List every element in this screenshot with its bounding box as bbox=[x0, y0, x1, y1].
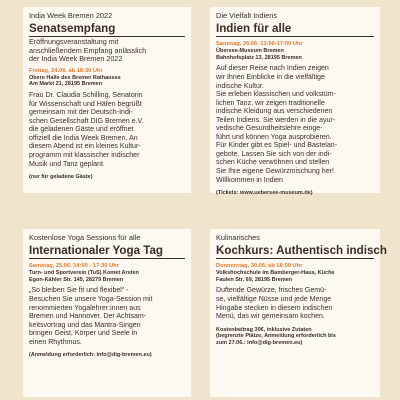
note-line: (begrenzte Plätze, Anmeldung erforderlich bis bbox=[216, 333, 336, 340]
description-line: bringen Geist, Körper und Seele in bbox=[29, 330, 138, 338]
title-underline bbox=[216, 36, 374, 37]
description-line: se, vielfältige Nüsse und jede Menge bbox=[216, 295, 332, 303]
description-line: programm mit klassischer indischer bbox=[29, 152, 140, 160]
description-line: Sie Ihre eigene Gewürzmischung her! bbox=[216, 167, 334, 175]
event-card-yoga-tag bbox=[23, 229, 191, 397]
description-line: Besuchen Sie unsere Yoga-Session mit bbox=[29, 295, 153, 303]
description-line: die geladenen Gäste und eröffnet bbox=[29, 126, 134, 134]
description-line: Teilen Indiens. Sie werden in die ayur- bbox=[216, 116, 336, 124]
event-title: Internationaler Yoga Tag bbox=[29, 244, 163, 257]
event-date: Freitag, 24.06. ab 18:30 Uhr bbox=[29, 67, 103, 74]
description-line: Duftende Gewürze, frisches Gemü- bbox=[216, 287, 327, 295]
event-subtitle bbox=[29, 38, 185, 64]
event-location bbox=[29, 75, 185, 88]
location-line: Obere Halle des Bremer Rathauses bbox=[29, 74, 121, 81]
description-line: für Wissenschaft und Häfen begrüßt bbox=[29, 100, 142, 108]
description-line: keitsvortrag und das Mantra-Singen bbox=[29, 321, 141, 329]
description-line: offiziell die India Week Bremen. An bbox=[29, 134, 138, 142]
description-line: gebote. Lassen Sie sich von der indi- bbox=[216, 150, 332, 158]
location-line: Übersee-Museum Bremen bbox=[216, 48, 284, 54]
location-line: Faulen Str. 69, 28195 Bremen bbox=[216, 276, 293, 283]
description-line: gemeinsam mit der Deutsch-Indi- bbox=[29, 109, 133, 117]
event-location bbox=[216, 48, 374, 61]
description-line: lichen Tanz, wir zeigen traditionelle bbox=[216, 99, 325, 107]
subtitle-line: der India Week Bremen 2022 bbox=[29, 54, 123, 64]
description-line: diesem Abend ist ein kleines Kultur- bbox=[29, 143, 141, 151]
location-line: Egon-Kähler Str. 145, 28279 Bremen bbox=[29, 276, 124, 283]
description-line: Willkommen in Indien bbox=[216, 176, 283, 184]
event-card-kochkurs bbox=[210, 229, 387, 397]
event-kicker: India Week Bremen 2022 bbox=[29, 11, 113, 20]
description-line: Sie erleben klassischen und volkstüm- bbox=[216, 91, 336, 99]
title-underline bbox=[216, 258, 374, 259]
description-line: Hingabe stecken in diesem indischen bbox=[216, 304, 333, 312]
event-title: Senatsempfang bbox=[29, 22, 116, 35]
description-line: wir Ihnen Einblicke in die vielfältige bbox=[216, 73, 325, 81]
location-line: Turn- und Sportverein (TuS) Komet Arsten bbox=[29, 270, 139, 276]
location-line: Bahnhofsplatz 13, 28195 Bremen bbox=[216, 54, 302, 61]
description-line: schen Gesellschaft DIG Bremen e.V. bbox=[29, 117, 144, 125]
note-line: (Tickets: www.uebersee-museum.de) bbox=[216, 190, 313, 197]
event-description bbox=[216, 65, 374, 185]
description-line: einen Rhythmus. bbox=[29, 338, 82, 346]
event-card-indien-fuer-alle bbox=[210, 7, 380, 197]
subtitle-line: anschließendem Empfang anlässlich bbox=[29, 45, 147, 55]
note-line: (Anmeldung erforderlich: info@dig-bremen.eu) bbox=[29, 352, 152, 359]
event-kicker: Die Vielfalt Indiens bbox=[216, 11, 278, 20]
location-line: Am Markt 21, 28195 Bremen bbox=[29, 81, 103, 88]
description-line: vedische Gesundheitslehre einge- bbox=[216, 125, 323, 133]
description-line: „So bleiben Sie fit und flexibel“ - bbox=[29, 287, 129, 295]
description-line: Auf dieser Reise nach Indien zeigen bbox=[216, 65, 329, 73]
description-line: Musik und Tanz geplant. bbox=[29, 160, 105, 168]
event-date: Samstag, 26.06. 13:00-17:00 Uhr bbox=[216, 41, 303, 47]
event-title: Kochkurs: Authentisch indisch bbox=[216, 244, 387, 257]
event-location bbox=[216, 270, 374, 283]
event-card-senatsempfang bbox=[23, 7, 191, 193]
event-description bbox=[29, 287, 185, 347]
event-kicker: Kostenlose Yoga Sessions für alle bbox=[29, 233, 141, 242]
description-line: Menü, das wir gemeinsam kochen. bbox=[216, 313, 325, 321]
event-title: Indien für alle bbox=[216, 22, 292, 35]
title-underline bbox=[29, 258, 185, 259]
note-line: zum 27.06.: info@dig-bremen.eu) bbox=[216, 340, 303, 347]
note-line: (nur für geladene Gäste) bbox=[29, 174, 93, 181]
description-line: schen Küche verwöhnen und stellen bbox=[216, 159, 330, 167]
description-line: indische Kleidung aus verschiedenen bbox=[216, 108, 333, 116]
description-line: Frau Dr. Claudia Schilling, Senatorin bbox=[29, 92, 143, 100]
event-note bbox=[29, 174, 185, 181]
description-line: Für Kinder gibt es Spiel- und Bastelan- bbox=[216, 142, 338, 150]
event-note bbox=[216, 327, 374, 347]
description-line: renommierten Yogalehrer:innen aus bbox=[29, 304, 141, 312]
location-line: Volkshochschule im Bamberger-Haus, Küche bbox=[216, 270, 335, 276]
description-line: führt und können Yoga ausprobieren. bbox=[216, 133, 332, 141]
event-kicker: Kulinarisches bbox=[216, 233, 260, 242]
subtitle-line: Eröffnungsveranstaltung mit bbox=[29, 37, 119, 46]
event-description bbox=[216, 287, 374, 321]
note-line: Kostenbeitrag 30€, inklusive Zutaten bbox=[216, 326, 312, 333]
event-location bbox=[29, 270, 185, 283]
event-note bbox=[216, 190, 374, 197]
event-date: Donnerstag, 30.06. ab 18:00 Uhr bbox=[216, 263, 303, 269]
event-note bbox=[29, 352, 185, 359]
description-line: Bremen und Hannover. Der Achtsam- bbox=[29, 313, 147, 321]
event-description bbox=[29, 92, 185, 169]
description-line: indische Kultur. bbox=[216, 82, 264, 90]
event-date: Samstag, 25.06. 14:00 - 17:30 Uhr bbox=[29, 263, 119, 269]
